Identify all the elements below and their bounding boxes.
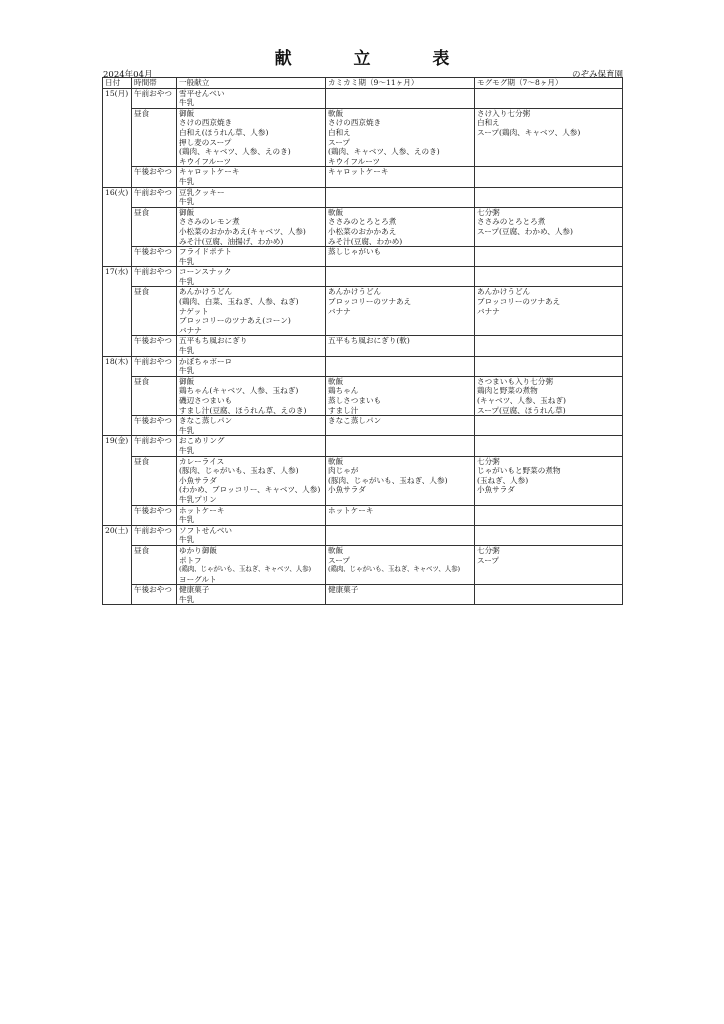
menu-line: あんかけうどん <box>179 287 233 297</box>
meal-row <box>103 416 623 436</box>
menu-line: バナナ <box>477 306 500 316</box>
menu-line: じゃがいもと野菜の煮物 <box>477 466 561 476</box>
menu-line: ソフトせんべい <box>179 525 233 535</box>
general-menu-cell <box>177 436 326 456</box>
meal-row <box>103 456 623 505</box>
kamikami-menu-cell <box>326 88 475 108</box>
menu-line: ささみのとろとろ煮 <box>477 217 546 227</box>
time-cell: 午前おやつ <box>132 88 177 108</box>
menu-line: 軟飯 <box>328 207 344 217</box>
menu-line: 牛乳 <box>179 515 195 525</box>
kamikami-menu-cell <box>326 287 475 336</box>
time-cell: 午後おやつ <box>132 416 177 436</box>
menu-line: (鶏肉、じゃがいも、玉ねぎ、キャベツ、人参) <box>328 565 460 574</box>
kamikami-menu-cell <box>326 108 475 167</box>
mogumogu-menu-cell <box>475 88 623 108</box>
menu-line: 押し麦のスープ <box>179 137 232 147</box>
general-menu-cell <box>177 545 326 584</box>
menu-line: (豚肉、じゃがいも、玉ねぎ、人参) <box>328 475 448 485</box>
mogumogu-menu-cell <box>475 585 623 605</box>
header-general: 一般献立 <box>177 78 326 89</box>
menu-line: 小魚サラダ <box>179 475 217 485</box>
menu-line: 白和え(ほうれん草、人参) <box>179 127 269 137</box>
meal-row <box>103 545 623 584</box>
date-cell: 20(土) <box>103 525 132 605</box>
meal-row <box>103 187 623 207</box>
mogumogu-menu-cell <box>475 336 623 356</box>
general-menu-cell <box>177 456 326 505</box>
menu-line: スープ(豆腐、ほうれん草) <box>477 405 566 415</box>
kamikami-menu-cell <box>326 525 475 545</box>
menu-line: 鶏ちゃん <box>328 386 359 396</box>
menu-line: 小松菜のおかかあえ <box>328 226 397 236</box>
mogumogu-menu-cell <box>475 108 623 167</box>
mogumogu-menu-cell <box>475 436 623 456</box>
time-cell: 午前おやつ <box>132 267 177 287</box>
general-menu-cell <box>177 247 326 267</box>
mogumogu-menu-cell <box>475 167 623 187</box>
kamikami-menu-cell <box>326 247 475 267</box>
menu-line: カレーライス <box>179 456 225 466</box>
meal-row <box>103 108 623 167</box>
menu-line: スープ(豆腐、わかめ、人参) <box>477 226 573 236</box>
page-title: 献 立 表 <box>274 49 478 69</box>
meal-row <box>103 287 623 336</box>
menu-line: 磯辺さつまいも <box>179 396 233 405</box>
general-menu-cell <box>177 187 326 207</box>
menu-line: スープ <box>328 137 351 147</box>
menu-line: ホットケーキ <box>328 505 374 515</box>
menu-line: スープ(鶏肉、キャベツ、人参) <box>477 127 581 137</box>
menu-line: 雪平せんべい <box>179 88 225 98</box>
menu-line: みそ汁(豆腐、油揚げ、わかめ) <box>179 236 284 246</box>
menu-line: ブロッコリーのツナあえ <box>477 297 561 307</box>
menu-line: 蒸しじゃがいも <box>328 247 382 257</box>
kamikami-menu-cell <box>326 207 475 246</box>
meal-row <box>103 207 623 246</box>
header-date: 日付 <box>103 78 132 89</box>
menu-line: 御飯 <box>179 376 195 386</box>
header-row <box>103 78 623 89</box>
meal-row <box>103 336 623 356</box>
menu-line: 五平もち風おにぎり <box>179 336 248 346</box>
mogumogu-menu-cell <box>475 376 623 415</box>
mogumogu-menu-cell <box>475 267 623 287</box>
menu-line: (鶏肉、キャベツ、人参、えのき) <box>328 147 440 157</box>
menu-line: 牛乳 <box>179 594 195 604</box>
menu-line: ホットケーキ <box>179 505 225 515</box>
date-cell: 18(木) <box>103 356 132 436</box>
menu-line: 牛乳 <box>179 535 195 545</box>
menu-line: あんかけうどん <box>477 287 531 297</box>
menu-line: (豚肉、じゃがいも、玉ねぎ、人参) <box>179 466 299 476</box>
time-cell: 午前おやつ <box>132 436 177 456</box>
time-cell: 昼食 <box>132 545 177 584</box>
menu-line: バナナ <box>328 306 351 316</box>
menu-line: 牛乳プリン <box>179 494 217 504</box>
menu-line: ナゲット <box>179 306 209 316</box>
menu-line: 七分粥 <box>477 456 500 466</box>
menu-table <box>102 77 623 605</box>
menu-line: 健康菓子 <box>179 585 210 595</box>
kamikami-menu-cell <box>326 436 475 456</box>
menu-line: スープ <box>328 555 351 565</box>
menu-line: 鶏肉と野菜の煮物 <box>477 386 538 396</box>
menu-line: キャロットケーキ <box>179 167 240 177</box>
time-cell: 午後おやつ <box>132 336 177 356</box>
mogumogu-menu-cell <box>475 356 623 376</box>
menu-line: コーンスナック <box>179 267 232 277</box>
kamikami-menu-cell <box>326 376 475 415</box>
general-menu-cell <box>177 356 326 376</box>
general-menu-cell <box>177 416 326 436</box>
mogumogu-menu-cell <box>475 505 623 525</box>
meal-row <box>103 88 623 108</box>
header-mogumogu: モグモグ期（7～8ヶ月） <box>475 78 623 89</box>
time-cell: 昼食 <box>132 207 177 246</box>
date-cell: 17(水) <box>103 267 132 356</box>
menu-line: 軟飯 <box>328 376 344 386</box>
menu-line: (キャベツ、人参、玉ねぎ) <box>477 396 566 405</box>
time-cell: 昼食 <box>132 376 177 415</box>
meal-row <box>103 436 623 456</box>
menu-line: (わかめ、ブロッコリー、キャベツ、人参) <box>179 485 321 495</box>
mogumogu-menu-cell <box>475 207 623 246</box>
time-cell: 午後おやつ <box>132 505 177 525</box>
time-cell: 昼食 <box>132 108 177 167</box>
menu-line: 白和え <box>328 127 351 137</box>
mogumogu-menu-cell <box>475 287 623 336</box>
menu-line: 五平もち風おにぎり(軟) <box>328 336 410 346</box>
kamikami-menu-cell <box>326 456 475 505</box>
kamikami-menu-cell <box>326 187 475 207</box>
kamikami-menu-cell <box>326 505 475 525</box>
menu-line: さけの西京焼き <box>328 118 382 128</box>
general-menu-cell <box>177 287 326 336</box>
general-menu-cell <box>177 167 326 187</box>
general-menu-cell <box>177 207 326 246</box>
menu-line: さけ入り七分粥 <box>477 108 531 118</box>
meal-row <box>103 376 623 415</box>
kamikami-menu-cell <box>326 545 475 584</box>
date-cell: 19(金) <box>103 436 132 525</box>
meal-row <box>103 267 623 287</box>
menu-line: ポトフ <box>179 555 202 565</box>
time-cell: 午後おやつ <box>132 167 177 187</box>
general-menu-cell <box>177 525 326 545</box>
menu-line: 御飯 <box>179 108 195 118</box>
date-cell: 15(月) <box>103 88 132 187</box>
menu-line: ささみのレモン煮 <box>179 217 240 227</box>
time-cell: 午後おやつ <box>132 247 177 267</box>
general-menu-cell <box>177 585 326 605</box>
menu-line: 小松菜のおかかあえ(キャベツ、人参) <box>179 226 306 236</box>
menu-line: 軟飯 <box>328 456 344 466</box>
menu-line: 牛乳 <box>179 276 195 286</box>
menu-line: 小魚サラダ <box>477 485 515 495</box>
menu-line: 鶏ちゃん(キャベツ、人参、玉ねぎ) <box>179 386 299 396</box>
menu-line: 牛乳 <box>179 346 195 356</box>
month-label: 2024年04月 <box>103 70 153 80</box>
menu-line: 蒸しさつまいも <box>328 396 382 405</box>
menu-line: 小魚サラダ <box>328 485 366 495</box>
mogumogu-menu-cell <box>475 247 623 267</box>
menu-line: すまし汁(豆腐、ほうれん草、えのき) <box>179 405 307 415</box>
menu-body <box>103 88 623 605</box>
menu-line: バナナ <box>179 325 202 335</box>
general-menu-cell <box>177 88 326 108</box>
menu-line: スープ <box>477 555 500 565</box>
meal-row <box>103 585 623 605</box>
kamikami-menu-cell <box>326 167 475 187</box>
menu-line: 七分粥 <box>477 545 500 555</box>
kamikami-menu-cell <box>326 267 475 287</box>
menu-line: (鶏肉、キャベツ、人参、えのき) <box>179 147 291 157</box>
kamikami-menu-cell <box>326 416 475 436</box>
menu-line: キウイフルーツ <box>179 156 232 166</box>
mogumogu-menu-cell <box>475 187 623 207</box>
menu-line: 牛乳 <box>179 425 195 435</box>
menu-line: フライドポテト <box>179 247 232 257</box>
mogumogu-menu-cell <box>475 456 623 505</box>
menu-line: 軟飯 <box>328 545 344 555</box>
menu-line: 牛乳 <box>179 197 195 207</box>
menu-line: きなこ蒸しパン <box>179 416 233 426</box>
mogumogu-menu-cell <box>475 545 623 584</box>
time-cell: 午後おやつ <box>132 585 177 605</box>
meal-row <box>103 247 623 267</box>
meal-row <box>103 505 623 525</box>
menu-line: あんかけうどん <box>328 287 382 297</box>
time-cell: 昼食 <box>132 456 177 505</box>
menu-line: (玉ねぎ、人参) <box>477 475 529 485</box>
menu-line: みそ汁(豆腐、わかめ) <box>328 236 403 246</box>
menu-line: ゆかり御飯 <box>179 545 217 555</box>
kamikami-menu-cell <box>326 356 475 376</box>
menu-line: きなこ蒸しパン <box>328 416 382 426</box>
general-menu-cell <box>177 336 326 356</box>
general-menu-cell <box>177 267 326 287</box>
menu-line: 牛乳 <box>179 98 195 108</box>
menu-line: ヨーグルト <box>179 574 217 584</box>
mogumogu-menu-cell <box>475 416 623 436</box>
kamikami-menu-cell <box>326 585 475 605</box>
header-kamikami: カミカミ期（9～11ヶ月） <box>326 78 475 89</box>
menu-line: かぼちゃボーロ <box>179 356 233 366</box>
menu-line: (鶏肉、白菜、玉ねぎ、人参、ねぎ) <box>179 297 299 307</box>
time-cell: 午前おやつ <box>132 356 177 376</box>
meal-row <box>103 356 623 376</box>
menu-line: さつまいも入り七分粥 <box>477 376 553 386</box>
menu-line: おこめリング <box>179 436 225 446</box>
menu-line: 牛乳 <box>179 176 195 186</box>
meal-row <box>103 167 623 187</box>
header-time: 時間帯 <box>132 78 177 89</box>
menu-line: さけの西京焼き <box>179 118 233 128</box>
menu-line: 御飯 <box>179 207 195 217</box>
menu-line: ささみのとろとろ煮 <box>328 217 397 227</box>
menu-line: キャロットケーキ <box>328 167 389 177</box>
menu-line: ブロッコリーのツナあえ(コーン) <box>179 316 291 326</box>
menu-line: 軟飯 <box>328 108 344 118</box>
menu-line: 牛乳 <box>179 256 195 266</box>
menu-line: 豆乳クッキー <box>179 187 225 197</box>
general-menu-cell <box>177 376 326 415</box>
kamikami-menu-cell <box>326 336 475 356</box>
menu-line: 肉じゃが <box>328 466 359 476</box>
menu-line: (鶏肉、じゃがいも、玉ねぎ、キャベツ、人参) <box>179 565 311 574</box>
menu-line: 七分粥 <box>477 207 500 217</box>
menu-line: 牛乳 <box>179 366 195 376</box>
menu-line: すまし汁 <box>328 405 359 415</box>
time-cell: 午前おやつ <box>132 187 177 207</box>
facility-name: のぞみ保育園 <box>571 70 623 80</box>
time-cell: 昼食 <box>132 287 177 336</box>
time-cell: 午前おやつ <box>132 525 177 545</box>
general-menu-cell <box>177 108 326 167</box>
menu-line: 白和え <box>477 118 500 128</box>
meal-row <box>103 525 623 545</box>
menu-line: 牛乳 <box>179 445 195 455</box>
menu-line: キウイフルーツ <box>328 156 381 166</box>
date-cell: 16(火) <box>103 187 132 267</box>
menu-line: 健康菓子 <box>328 585 359 595</box>
mogumogu-menu-cell <box>475 525 623 545</box>
general-menu-cell <box>177 505 326 525</box>
menu-line: ブロッコリーのツナあえ <box>328 297 412 307</box>
